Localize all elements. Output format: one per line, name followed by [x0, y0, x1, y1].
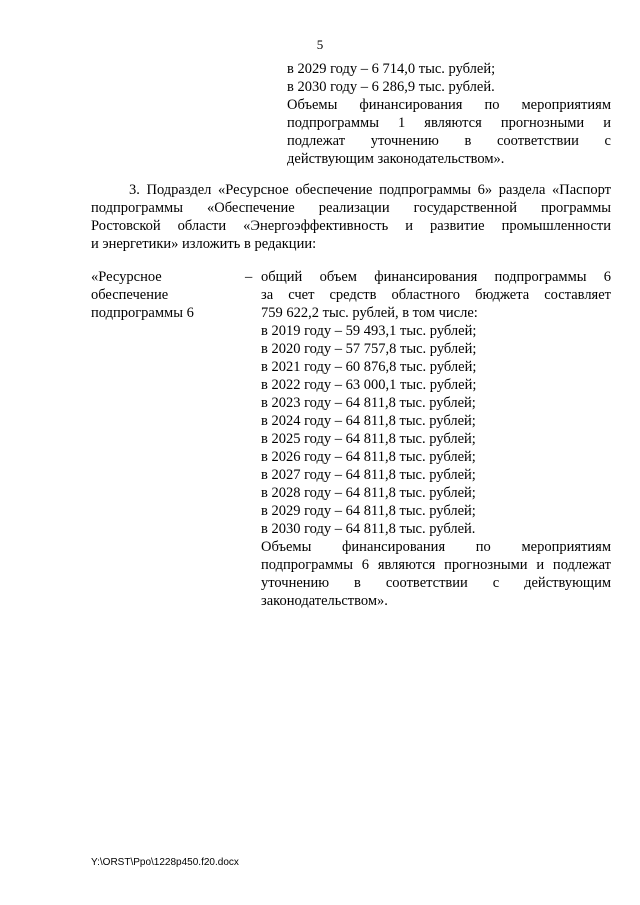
note-line: законодательством».	[261, 593, 388, 609]
year-line: в 2030 году – 64 811,8 тыс. рублей.	[261, 521, 476, 537]
note-line: Объемы финансирования по мероприятиям	[261, 539, 611, 555]
intro-line: 759 622,2 тыс. рублей, в том числе:	[261, 305, 478, 321]
year-line: в 2029 году – 64 811,8 тыс. рублей;	[261, 503, 476, 519]
note-line: подлежат уточнению в соответствии с	[287, 133, 611, 149]
note-line: подпрограммы 1 являются прогнозными и	[287, 115, 611, 131]
year-line: в 2022 году – 63 000,1 тыс. рублей;	[261, 377, 477, 393]
year-line: в 2028 году – 64 811,8 тыс. рублей;	[261, 485, 476, 501]
label-line: обеспечение	[91, 287, 169, 303]
note-line: Объемы финансирования по мероприятиям	[287, 97, 611, 113]
passport-dash: –	[245, 269, 253, 285]
top-block	[287, 60, 611, 168]
intro-line: за счет средств областного бюджета составляет	[261, 287, 611, 303]
note-line: подпрограммы 6 являются прогнозными и подлежат	[261, 557, 611, 573]
year-line: в 2019 году – 59 493,1 тыс. рублей;	[261, 323, 477, 339]
label-line: «Ресурсное	[91, 269, 162, 285]
year-line: в 2026 году – 64 811,8 тыс. рублей;	[261, 449, 476, 465]
year-line: в 2020 году – 57 757,8 тыс. рублей;	[261, 341, 477, 357]
note-line: уточнению в соответствии с действующим	[261, 575, 611, 591]
amendment-paragraph	[91, 181, 611, 253]
paragraph-line: подпрограммы «Обеспечение реализации государственной программы	[91, 200, 611, 216]
page-number: 5	[316, 37, 324, 52]
year-line: в 2024 году – 64 811,8 тыс. рублей;	[261, 413, 476, 429]
file-path-footer: Y:\ORST\Ppo\1228p450.f20.docx	[91, 857, 239, 868]
year-line: в 2027 году – 64 811,8 тыс. рублей;	[261, 467, 476, 483]
paragraph-line: Ростовской области «Энергоэффективность и развитие промышленности	[91, 218, 611, 234]
intro-line: общий объем финансирования подпрограммы 6	[261, 269, 611, 285]
year-line: в 2025 году – 64 811,8 тыс. рублей;	[261, 431, 476, 447]
passport-label	[91, 268, 241, 322]
year-line: в 2030 году – 6 286,9 тыс. рублей.	[287, 79, 495, 95]
year-line: в 2021 году – 60 876,8 тыс. рублей;	[261, 359, 477, 375]
note-line: действующим законодательством».	[287, 151, 505, 167]
year-line: в 2023 году – 64 811,8 тыс. рублей;	[261, 395, 476, 411]
label-line: подпрограммы 6	[91, 305, 194, 321]
year-line: в 2029 году – 6 714,0 тыс. рублей;	[287, 61, 496, 77]
paragraph-line: 3. Подраздел «Ресурсное обеспечение подпрограммы 6» раздела «Паспорт	[129, 182, 611, 198]
paragraph-line: и энергетики» изложить в редакции:	[91, 236, 317, 252]
passport-content	[261, 268, 611, 610]
